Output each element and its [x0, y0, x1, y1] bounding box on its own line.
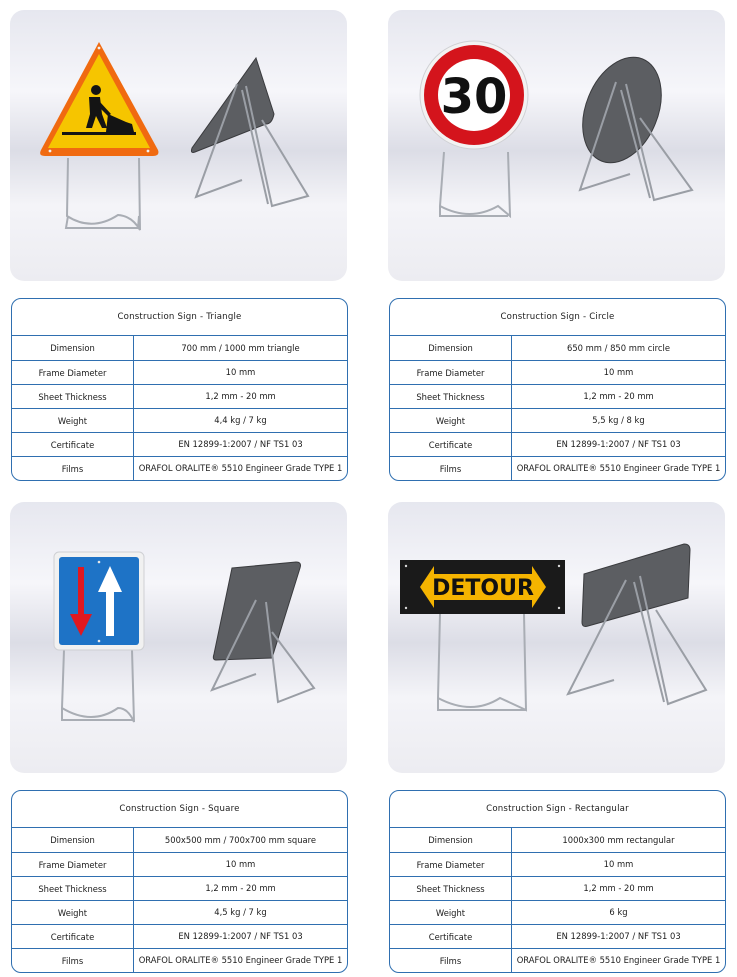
- spec-row: [390, 901, 725, 925]
- spec-label: Certificate: [390, 925, 512, 948]
- triangle-sign-photo: [10, 10, 347, 281]
- spec-row: [12, 901, 347, 925]
- spec-value: ORAFOL ORALITE® 5510 Engineer Grade TYPE 1: [516, 463, 721, 473]
- spec-row: [390, 828, 725, 853]
- spec-label: Weight: [12, 901, 134, 924]
- spec-row: [390, 457, 725, 480]
- spec-value: 1000x300 mm rectangular: [562, 834, 675, 845]
- spec-value: 10 mm: [603, 859, 634, 869]
- spec-value: ORAFOL ORALITE® 5510 Engineer Grade TYPE 1: [138, 463, 343, 473]
- spec-label: Certificate: [12, 433, 134, 456]
- spec-value: 10 mm: [225, 859, 256, 869]
- spec-row: [390, 877, 725, 901]
- spec-row: [390, 925, 725, 949]
- spec-value: 1,2 mm - 20 mm: [583, 391, 654, 401]
- spec-row: [390, 409, 725, 433]
- spec-label: Weight: [390, 409, 512, 432]
- spec-value: ORAFOL ORALITE® 5510 Engineer Grade TYPE 1: [138, 955, 343, 965]
- rectangular-sign-photo: [388, 502, 725, 773]
- spec-value: 650 mm / 850 mm circle: [566, 342, 670, 353]
- spec-label: Dimension: [12, 828, 134, 852]
- spec-label: Weight: [390, 901, 512, 924]
- spec-label: Films: [390, 457, 512, 480]
- spec-label: Frame Diameter: [12, 361, 134, 384]
- spec-row: [12, 433, 347, 457]
- spec-row: [12, 361, 347, 385]
- spec-label: Films: [12, 949, 134, 972]
- spec-value: 4,5 kg / 7 kg: [214, 907, 267, 917]
- spec-row: [390, 433, 725, 457]
- spec-value: EN 12899-1:2007 / NF TS1 03: [556, 439, 681, 449]
- spec-row: [390, 949, 725, 972]
- spec-row: [12, 828, 347, 853]
- spec-value: 5,5 kg / 8 kg: [592, 415, 645, 425]
- spec-row: [12, 853, 347, 877]
- spec-value: 10 mm: [225, 367, 256, 377]
- spec-row: [12, 457, 347, 480]
- spec-value: 1,2 mm - 20 mm: [583, 883, 654, 893]
- spec-label: Sheet Thickness: [12, 877, 134, 900]
- spec-label: Sheet Thickness: [390, 877, 512, 900]
- spec-value: EN 12899-1:2007 / NF TS1 03: [178, 439, 303, 449]
- spec-label: Certificate: [12, 925, 134, 948]
- circle-sign-photo: [388, 10, 725, 281]
- spec-row: [12, 925, 347, 949]
- spec-value: 6 kg: [609, 907, 628, 917]
- speed-limit-number: 30: [440, 69, 508, 125]
- spec-label: Weight: [12, 409, 134, 432]
- spec-value: 4,4 kg / 7 kg: [214, 415, 267, 425]
- spec-title: Construction Sign - Circle: [390, 299, 725, 336]
- spec-row: [12, 877, 347, 901]
- spec-value: 700 mm / 1000 mm triangle: [181, 342, 300, 353]
- spec-label: Certificate: [390, 433, 512, 456]
- spec-value: 500x500 mm / 700x700 mm square: [164, 834, 317, 845]
- spec-label: Dimension: [12, 336, 134, 360]
- spec-value: 1,2 mm - 20 mm: [205, 391, 276, 401]
- spec-label: Sheet Thickness: [390, 385, 512, 408]
- spec-row: [12, 409, 347, 433]
- spec-title: Construction Sign - Square: [12, 791, 347, 828]
- spec-value: 10 mm: [603, 367, 634, 377]
- spec-row: [390, 385, 725, 409]
- spec-title: Construction Sign - Rectangular: [390, 791, 725, 828]
- spec-row: [12, 336, 347, 361]
- spec-title: Construction Sign - Triangle: [12, 299, 347, 336]
- spec-row: [390, 336, 725, 361]
- spec-table-square: [11, 790, 348, 973]
- spec-table-rectangular: [389, 790, 726, 973]
- spec-label: Frame Diameter: [390, 853, 512, 876]
- spec-value: EN 12899-1:2007 / NF TS1 03: [178, 931, 303, 941]
- spec-value: ORAFOL ORALITE® 5510 Engineer Grade TYPE 1: [516, 955, 721, 965]
- spec-table-triangle: [11, 298, 348, 481]
- spec-label: Films: [390, 949, 512, 972]
- spec-table-circle: [389, 298, 726, 481]
- spec-value: EN 12899-1:2007 / NF TS1 03: [556, 931, 681, 941]
- square-sign-photo: [10, 502, 347, 773]
- spec-label: Dimension: [390, 336, 512, 360]
- spec-row: [12, 949, 347, 972]
- spec-value: 1,2 mm - 20 mm: [205, 883, 276, 893]
- spec-label: Films: [12, 457, 134, 480]
- spec-label: Frame Diameter: [12, 853, 134, 876]
- spec-row: [390, 361, 725, 385]
- spec-row: [12, 385, 347, 409]
- spec-label: Frame Diameter: [390, 361, 512, 384]
- spec-label: Sheet Thickness: [12, 385, 134, 408]
- spec-label: Dimension: [390, 828, 512, 852]
- spec-row: [390, 853, 725, 877]
- detour-sign-text: DETOUR: [432, 576, 534, 601]
